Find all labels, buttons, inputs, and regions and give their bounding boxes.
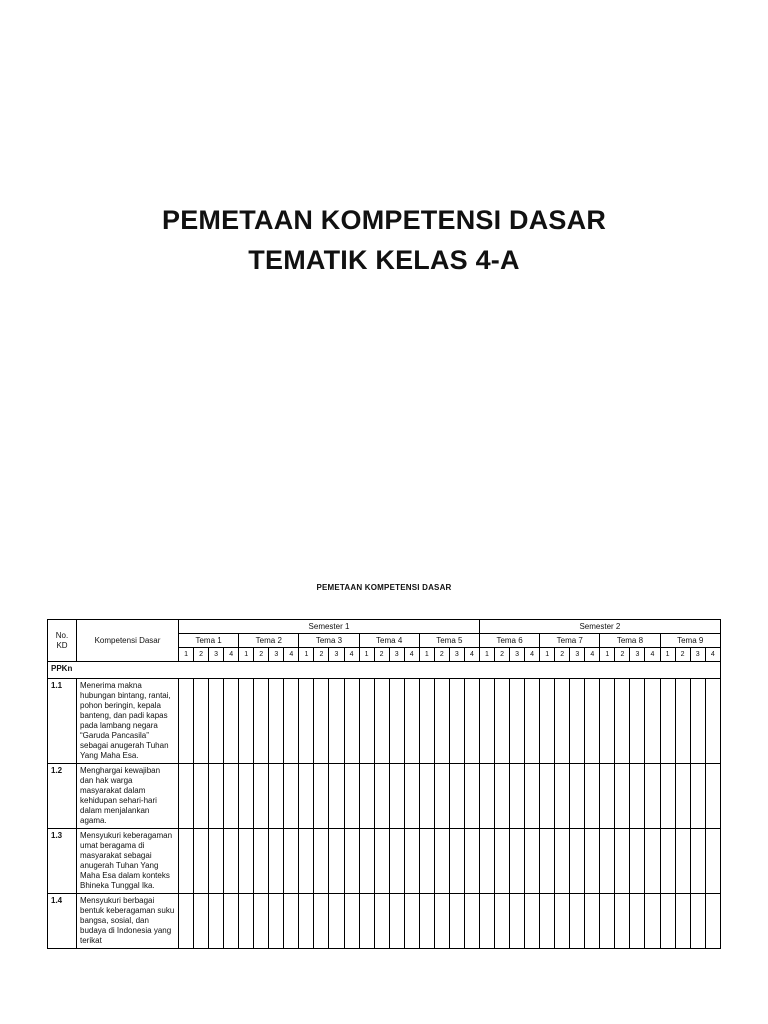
header-subtema-number: 2 [495,648,510,662]
mapping-cell[interactable] [284,679,299,764]
mapping-cell[interactable] [449,764,464,829]
mapping-cell[interactable] [404,894,419,949]
mapping-cell[interactable] [284,894,299,949]
mapping-cell[interactable] [615,679,630,764]
header-kompetensi-dasar: Kompetensi Dasar [77,620,179,662]
header-semester-1: Semester 1 [179,620,480,634]
table-body [48,662,721,949]
mapping-cell[interactable] [464,764,479,829]
mapping-cell[interactable] [419,764,434,829]
mapping-cell[interactable] [389,764,404,829]
header-tema-6: Tema 6 [479,634,539,648]
mapping-cell[interactable] [449,679,464,764]
mapping-cell[interactable] [585,764,600,829]
header-subtema-number: 2 [194,648,209,662]
header-subtema-number: 1 [540,648,555,662]
kd-description: Mensyukuri berbagai bentuk keberagaman suku bangsa, sosial, dan budaya di Indonesia yang terikat [77,894,179,949]
mapping-cell[interactable] [359,829,374,894]
mapping-cell[interactable] [404,764,419,829]
mapping-cell[interactable] [570,894,585,949]
mapping-cell[interactable] [645,894,660,949]
mapping-cell[interactable] [615,894,630,949]
mapping-cell[interactable] [690,679,705,764]
header-tema-8: Tema 8 [600,634,660,648]
mapping-cell[interactable] [419,894,434,949]
mapping-cell[interactable] [525,894,540,949]
section-row-ppkn [48,662,721,679]
page-title-line-2: TEMATIK KELAS 4-A [248,245,520,275]
header-tema-2: Tema 2 [239,634,299,648]
mapping-cell[interactable] [359,894,374,949]
mapping-cell[interactable] [389,894,404,949]
mapping-cell[interactable] [194,679,209,764]
mapping-cell[interactable] [179,829,194,894]
header-subtema-number: 3 [510,648,525,662]
kd-mapping-table [47,619,721,949]
mapping-cell[interactable] [254,679,269,764]
mapping-cell[interactable] [239,764,254,829]
mapping-cell[interactable] [495,764,510,829]
mapping-cell[interactable] [239,679,254,764]
header-subtema-number: 3 [209,648,224,662]
mapping-cell[interactable] [179,679,194,764]
mapping-cell[interactable] [705,679,720,764]
mapping-cell[interactable] [374,764,389,829]
header-subtema-number: 4 [585,648,600,662]
mapping-cell[interactable] [555,679,570,764]
mapping-cell[interactable] [645,764,660,829]
mapping-cell[interactable] [630,764,645,829]
mapping-cell[interactable] [314,764,329,829]
mapping-cell[interactable] [434,679,449,764]
table-header [48,620,721,662]
mapping-cell[interactable] [209,764,224,829]
mapping-cell[interactable] [600,764,615,829]
mapping-cell[interactable] [540,894,555,949]
mapping-cell[interactable] [269,829,284,894]
header-subtema-number: 1 [419,648,434,662]
mapping-cell[interactable] [615,829,630,894]
mapping-cell[interactable] [419,679,434,764]
kd-description: Menghargai kewajiban dan hak warga masyarakat dalam kehidupan sehari-hari dalam menjalankan agama. [77,764,179,829]
mapping-cell[interactable] [479,829,494,894]
table-row [48,894,721,949]
header-subtema-number: 3 [329,648,344,662]
mapping-cell[interactable] [224,679,239,764]
mapping-cell[interactable] [434,894,449,949]
header-tema-3: Tema 3 [299,634,359,648]
page-title-line-1: PEMETAAN KOMPETENSI DASAR [161,205,607,235]
header-subtema-number: 3 [269,648,284,662]
page-title-block [0,200,768,280]
table-row [48,764,721,829]
header-subtema-number: 1 [600,648,615,662]
mapping-cell[interactable] [404,679,419,764]
header-subtema-number: 4 [224,648,239,662]
header-subtema-number: 3 [630,648,645,662]
header-subtema-number: 2 [314,648,329,662]
header-subtema-number: 4 [284,648,299,662]
mapping-cell[interactable] [314,679,329,764]
mapping-cell[interactable] [615,764,630,829]
mapping-cell[interactable] [194,764,209,829]
header-subtema-number: 4 [645,648,660,662]
header-tema-9: Tema 9 [660,634,720,648]
mapping-cell[interactable] [269,894,284,949]
header-subtema-number: 4 [464,648,479,662]
header-tema-1: Tema 1 [179,634,239,648]
mapping-cell[interactable] [540,679,555,764]
mapping-cell[interactable] [329,829,344,894]
mapping-cell[interactable] [224,894,239,949]
mapping-cell[interactable] [179,764,194,829]
mapping-cell[interactable] [510,894,525,949]
mapping-cell[interactable] [555,894,570,949]
mapping-cell[interactable] [660,894,675,949]
mapping-cell[interactable] [389,679,404,764]
mapping-cell[interactable] [479,894,494,949]
mapping-cell[interactable] [209,829,224,894]
mapping-cell[interactable] [464,829,479,894]
mapping-cell[interactable] [479,764,494,829]
mapping-cell[interactable] [525,764,540,829]
mapping-cell[interactable] [479,679,494,764]
mapping-cell[interactable] [299,679,314,764]
header-subtema-number: 3 [570,648,585,662]
mapping-cell[interactable] [329,679,344,764]
mapping-cell[interactable] [344,679,359,764]
mapping-cell[interactable] [254,764,269,829]
mapping-cell[interactable] [675,829,690,894]
mapping-cell[interactable] [570,764,585,829]
mapping-cell[interactable] [209,894,224,949]
mapping-cell[interactable] [675,679,690,764]
header-row-semesters [48,620,721,634]
mapping-cell[interactable] [209,679,224,764]
header-tema-4: Tema 4 [359,634,419,648]
mapping-cell[interactable] [675,764,690,829]
mapping-cell[interactable] [359,679,374,764]
header-subtema-number: 2 [615,648,630,662]
mapping-cell[interactable] [645,829,660,894]
header-subtema-number: 4 [525,648,540,662]
mapping-cell[interactable] [585,894,600,949]
mapping-cell[interactable] [555,829,570,894]
mapping-cell[interactable] [344,764,359,829]
table-title: PEMETAAN KOMPETENSI DASAR [316,583,452,592]
kd-number: 1.3 [48,829,77,894]
mapping-cell[interactable] [269,764,284,829]
mapping-cell[interactable] [299,894,314,949]
mapping-cell[interactable] [374,829,389,894]
mapping-cell[interactable] [705,764,720,829]
mapping-cell[interactable] [690,829,705,894]
header-subtema-number: 2 [675,648,690,662]
mapping-cell[interactable] [419,829,434,894]
mapping-cell[interactable] [660,829,675,894]
mapping-cell[interactable] [389,829,404,894]
header-tema-5: Tema 5 [419,634,479,648]
mapping-cell[interactable] [449,894,464,949]
header-subtema-number: 1 [299,648,314,662]
header-tema-7: Tema 7 [540,634,600,648]
kd-number: 1.1 [48,679,77,764]
header-subtema-number: 4 [344,648,359,662]
kd-description: Menerima makna hubungan bintang, rantai, pohon beringin, kepala banteng, dan padi kapas pada lambang negara “Garuda Pancasila” sebagai anugerah Tuhan Yang Maha Esa. [77,679,179,764]
header-no-kd: No. KD [48,620,77,662]
mapping-cell[interactable] [630,894,645,949]
mapping-cell[interactable] [344,894,359,949]
mapping-cell[interactable] [495,894,510,949]
mapping-cell[interactable] [495,679,510,764]
mapping-cell[interactable] [329,764,344,829]
mapping-cell[interactable] [690,894,705,949]
mapping-cell[interactable] [464,679,479,764]
mapping-cell[interactable] [464,894,479,949]
header-subtema-number: 3 [389,648,404,662]
mapping-cell[interactable] [510,764,525,829]
mapping-cell[interactable] [179,894,194,949]
header-subtema-number: 1 [660,648,675,662]
mapping-cell[interactable] [284,829,299,894]
section-label: PPKn [48,662,721,679]
mapping-cell[interactable] [239,829,254,894]
mapping-cell[interactable] [314,894,329,949]
mapping-cell[interactable] [374,894,389,949]
mapping-cell[interactable] [600,679,615,764]
mapping-cell[interactable] [239,894,254,949]
mapping-cell[interactable] [284,764,299,829]
header-semester-2: Semester 2 [479,620,720,634]
mapping-cell[interactable] [705,829,720,894]
mapping-cell[interactable] [540,764,555,829]
kd-number: 1.4 [48,894,77,949]
mapping-cell[interactable] [434,764,449,829]
mapping-cell[interactable] [299,764,314,829]
mapping-cell[interactable] [254,829,269,894]
mapping-cell[interactable] [585,829,600,894]
header-subtema-number: 2 [555,648,570,662]
mapping-cell[interactable] [525,829,540,894]
mapping-cell[interactable] [269,679,284,764]
mapping-cell[interactable] [645,679,660,764]
header-subtema-number: 4 [705,648,720,662]
header-subtema-number: 1 [479,648,494,662]
header-subtema-number: 3 [449,648,464,662]
mapping-cell[interactable] [630,679,645,764]
mapping-cell[interactable] [299,829,314,894]
header-subtema-number: 1 [179,648,194,662]
mapping-cell[interactable] [404,829,419,894]
mapping-cell[interactable] [525,679,540,764]
kd-number: 1.2 [48,764,77,829]
mapping-cell[interactable] [570,829,585,894]
header-subtema-number: 4 [404,648,419,662]
mapping-cell[interactable] [585,679,600,764]
header-subtema-number: 2 [254,648,269,662]
mapping-cell[interactable] [344,829,359,894]
mapping-cell[interactable] [495,829,510,894]
mapping-cell[interactable] [374,679,389,764]
mapping-cell[interactable] [329,894,344,949]
mapping-cell[interactable] [630,829,645,894]
mapping-cell[interactable] [660,679,675,764]
mapping-cell[interactable] [434,829,449,894]
mapping-cell[interactable] [224,764,239,829]
mapping-cell[interactable] [359,764,374,829]
mapping-cell[interactable] [705,894,720,949]
kd-description: Mensyukuri keberagaman umat beragama di masyarakat sebagai anugerah Tuhan Yang Maha Esa dalam konteks Bhineka Tunggal Ika. [77,829,179,894]
mapping-cell[interactable] [600,829,615,894]
table-row [48,829,721,894]
mapping-cell[interactable] [600,894,615,949]
mapping-cell[interactable] [555,764,570,829]
mapping-cell[interactable] [540,829,555,894]
mapping-cell[interactable] [254,894,269,949]
mapping-cell[interactable] [224,829,239,894]
header-subtema-number: 1 [359,648,374,662]
header-subtema-number: 2 [434,648,449,662]
mapping-cell[interactable] [690,764,705,829]
mapping-cell[interactable] [675,894,690,949]
header-subtema-number: 3 [690,648,705,662]
mapping-cell[interactable] [510,829,525,894]
mapping-cell[interactable] [570,679,585,764]
table-row [48,679,721,764]
mapping-cell[interactable] [660,764,675,829]
mapping-cell[interactable] [510,679,525,764]
mapping-cell[interactable] [449,829,464,894]
mapping-cell[interactable] [314,829,329,894]
header-subtema-number: 1 [239,648,254,662]
mapping-cell[interactable] [194,829,209,894]
mapping-cell[interactable] [194,894,209,949]
header-subtema-number: 2 [374,648,389,662]
